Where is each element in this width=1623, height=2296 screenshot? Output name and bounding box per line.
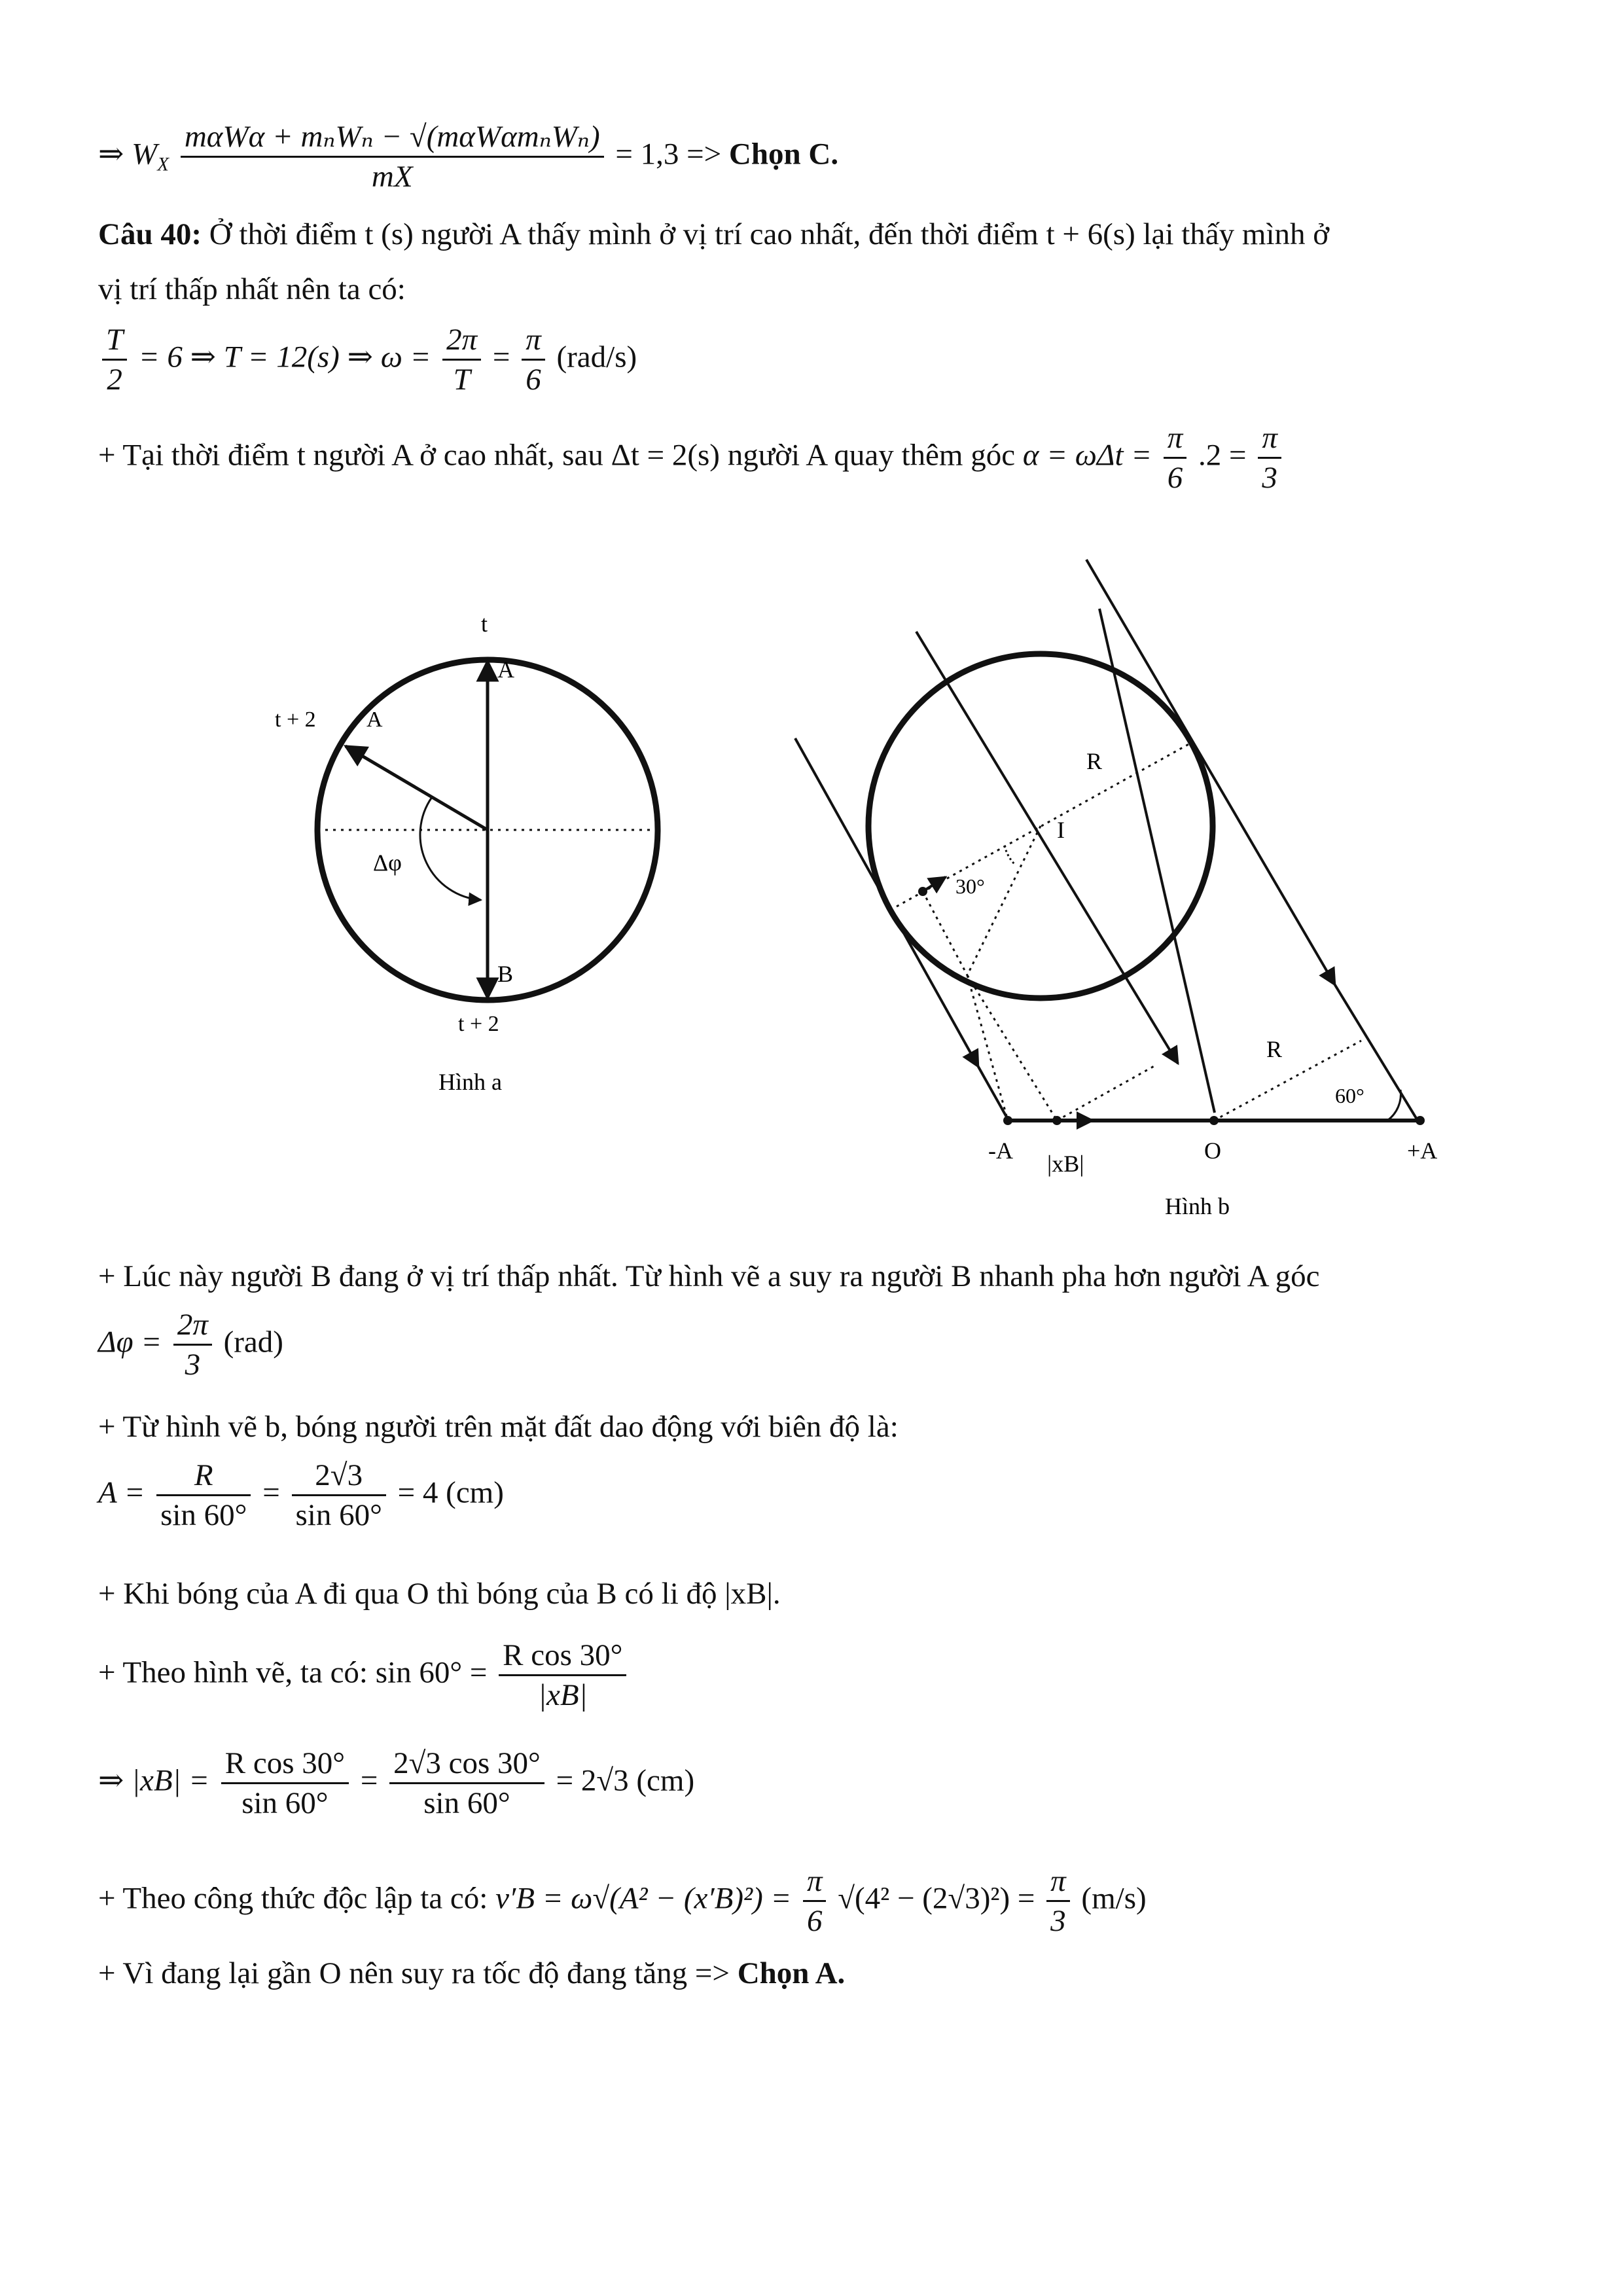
angle-line-mid: .2 = (1198, 438, 1247, 473)
final-choice: Chọn A. (737, 1956, 846, 1990)
fig-b-ray-1-start (887, 713, 1018, 1119)
sin-lhs: sin 60° = (375, 1655, 488, 1690)
angle-f2-den: 3 (1262, 461, 1277, 495)
v-frac-1 (803, 1862, 827, 1940)
amp-f2-den: sin 60° (295, 1498, 382, 1532)
shadow-text: + Khi bóng của A đi qua O thì bóng của B có li độ |xB|. (98, 1577, 781, 1611)
v-mid: √(4² − (2√3)²) = (838, 1881, 1035, 1916)
fig-b-ray-1-ext (978, 1067, 1008, 1119)
fig-a-dphi-arc (420, 797, 481, 900)
amp-frac-1 (156, 1456, 251, 1534)
eq-period-eq: = (492, 340, 510, 374)
fig-b-label-60: 60° (1335, 1084, 1364, 1107)
amp-f2-num: 2√3 (292, 1456, 386, 1496)
fig-a-label-b: B (497, 961, 514, 987)
xb-frac-1 (221, 1744, 349, 1822)
phase-lhs: Δφ = (98, 1325, 162, 1359)
question-40-text-2: vị trí thấp nhất nên ta có: (98, 272, 406, 306)
eq-wx-lhs: ⇒ W (98, 137, 158, 171)
angle-f1-den: 6 (1167, 461, 1183, 495)
amp-eq: = (262, 1475, 280, 1510)
fig-b-dotted-r2 (1214, 1041, 1361, 1121)
xb-frac-2 (389, 1744, 544, 1822)
v-prefix: + Theo công thức độc lập ta có: (98, 1881, 496, 1916)
fig-b-angle-30-arc (1005, 846, 1014, 864)
fig-b-label-o: O (1204, 1138, 1221, 1164)
sin-prefix: + Theo hình vẽ, ta có: (98, 1655, 376, 1690)
fig-a-label-a-left: A (366, 708, 383, 732)
xb-equation (98, 1744, 694, 1822)
amp-result: = 4 (cm) (397, 1475, 504, 1510)
v-f2-den: 3 (1050, 1904, 1066, 1938)
angle-f2-num: π (1258, 419, 1281, 459)
figure-b (795, 560, 1437, 1219)
fig-b-label-r2: R (1266, 1036, 1283, 1062)
fig-b-dotted-3 (923, 891, 967, 975)
fig-b-dotted-6 (967, 975, 1008, 1121)
v-frac-2 (1046, 1862, 1070, 1940)
amplitude-text-line (98, 1407, 899, 1446)
sin-fraction (499, 1636, 626, 1714)
v-unit: (m/s) (1081, 1881, 1147, 1916)
fig-b-dotted-2 (967, 826, 1041, 975)
fig-b-dotted-r1 (897, 743, 1191, 906)
angle-line-formula: α = ωΔt = (1022, 438, 1152, 473)
amplitude-text: + Từ hình vẽ b, bóng người trên mặt đất dao động với biên độ là: (98, 1410, 899, 1444)
fig-b-label-plus-a: +A (1407, 1138, 1438, 1164)
phase-f-den: 3 (185, 1348, 201, 1382)
fig-a-caption: Hình a (438, 1069, 502, 1095)
fig-b-label-i: I (1057, 817, 1065, 843)
eq-period-f2-num: 2π (442, 321, 481, 361)
eq-period-f1-den: 2 (107, 363, 122, 397)
fig-b-caption: Hình b (1165, 1193, 1230, 1219)
phase-f-num: 2π (173, 1306, 212, 1346)
fig-b-ray-4 (1086, 560, 1335, 985)
sin-f-den: |xB| (538, 1678, 588, 1712)
eq-period-f1-num: T (102, 321, 127, 361)
phase-text: + Lúc này người B đang ở vị trí thấp nhất. Từ hình vẽ a suy ra người B nhanh pha hơn người A góc (98, 1259, 1320, 1293)
final-text: + Vì đang lại gần O nên suy ra tốc độ đang tăng => (98, 1956, 738, 1990)
phase-fraction (173, 1306, 212, 1384)
xb-lhs: ⇒ |xB| = (98, 1763, 210, 1798)
fig-a-label-a-top: A (497, 656, 514, 683)
shadow-line (98, 1574, 781, 1613)
fig-b-dotted-5 (1057, 1066, 1155, 1121)
eq-period-mid: = 6 ⇒ T = 12(s) ⇒ ω = (138, 340, 431, 374)
fig-b-ray-3 (1099, 609, 1215, 1113)
final-line (98, 1954, 845, 1993)
velocity-equation (98, 1862, 1147, 1940)
amp-f1-den: sin 60° (160, 1498, 247, 1532)
fig-b-small-arrow (923, 877, 946, 891)
fig-a-left-label: t + 2 (275, 708, 316, 732)
phase-unit: (rad) (223, 1325, 283, 1359)
eq-wx-result: = 1,3 => (615, 137, 729, 171)
v-f1-den: 6 (806, 1904, 823, 1938)
fig-b-angle-60-arc (1387, 1090, 1400, 1121)
xb-f1-den: sin 60° (241, 1786, 329, 1820)
phase-line-1 (98, 1257, 1320, 1296)
xb-f2-den: sin 60° (423, 1786, 510, 1820)
xb-f1-num: R cos 30° (221, 1744, 349, 1784)
phase-equation (98, 1306, 283, 1384)
fig-a-top-label: t (481, 611, 488, 637)
eq-period-f3-den: 6 (526, 363, 541, 397)
amp-f1-num: R (156, 1456, 251, 1496)
eq-period-f2-den: T (453, 363, 471, 397)
eq-wx-choice: Chọn C. (728, 137, 839, 171)
fig-a-dphi-label: Δφ (373, 850, 402, 876)
fig-b-label-xb: |xB| (1047, 1151, 1084, 1177)
amplitude-equation (98, 1456, 504, 1534)
amp-lhs: A = (98, 1475, 145, 1510)
xb-f2-num: 2√3 cos 30° (389, 1744, 544, 1784)
question-40-label: Câu 40: (98, 217, 202, 251)
eq-wx-lhs-sub: X (157, 154, 169, 175)
xb-eq: = (360, 1763, 378, 1798)
fig-a-bottom-label: t + 2 (458, 1012, 499, 1036)
v-f1-num: π (803, 1862, 827, 1902)
fig-b-point-plus-a (1416, 1116, 1425, 1125)
fig-b-label-30: 30° (955, 874, 985, 898)
eq-period-unit: (rad/s) (556, 340, 637, 374)
xb-result: = 2√3 (cm) (556, 1763, 695, 1798)
v-lhs: v′B = ω√(A² − (x′B)²) = (495, 1881, 792, 1916)
fig-b-label-minus-a: -A (988, 1138, 1013, 1164)
eq-wx-denominator: mX (371, 160, 413, 194)
figure-a (275, 611, 658, 1095)
sin-equation (98, 1636, 630, 1714)
amp-frac-2 (292, 1456, 386, 1534)
fig-b-ray-1 (795, 738, 978, 1067)
v-f2-num: π (1046, 1862, 1070, 1902)
question-40-text-1: Ở thời điểm t (s) người A thấy mình ở vị trí cao nhất, đến thời điểm t + 6(s) lại thấy mình ở (201, 217, 1330, 251)
fig-a-vector-a-rotated (346, 746, 488, 830)
angle-line-text: + Tại thời điểm t người A ở cao nhất, sau Δt = 2(s) người A quay thêm góc (98, 438, 1016, 473)
eq-period-f3-num: π (522, 321, 545, 361)
sin-f-num: R cos 30° (499, 1636, 626, 1676)
eq-wx-numerator: mαWα + mₙWₙ − √(mαWαmₙWₙ) (181, 118, 604, 158)
fig-b-label-r1: R (1086, 748, 1103, 774)
angle-f1-num: π (1164, 419, 1187, 459)
